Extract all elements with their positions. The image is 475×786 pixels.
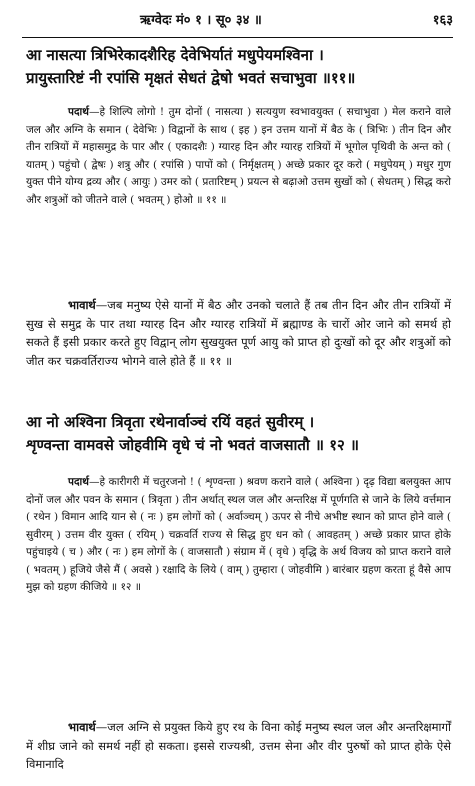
mantra-12-line-1: आ नो अश्विना त्रिवृता रथेनार्वाञ्चं रयिं वहतं सुवीरम् ।	[26, 413, 315, 431]
padartha-12-text: —हे कारीगरी में चतुरजनो ! ( शृण्वन्ता ) श्रवण कराने वाले ( अश्विना ) दृढ़ विद्या बलयुक्त आप दोनों जल और पवन के समान ( त्रिवृता ) तीन अर्थात् स्थल जल और अन्तरिक्ष में पूर्णगति से जाने के लिये वर्त्तमान ( रथेन ) विमान आदि यान से ( नः ) हम लोगों को ( अर्वाञ्चम् ) ऊपर से नीचे अभीष्ट स्थान को प्राप्त होने वाले ( सुवीरम् ) उत्तम वीर युक्त ( रयिम् ) चक्रवर्ति राज्य से सिद्ध हुए धन को ( आवहतम् ) अच्छे प्रकार प्राप्त होके पहुंचाइये ( च ) और ( नः ) हम लोगों के ( वाजसातौ ) संग्राम में ( वृधे ) वृद्धि के अर्थ विजय को प्राप्त कराने वाले ( भवतम् ) हूजिये जैसे मैं ( अवसे ) रक्षादि के लिये ( वाम् ) तुम्हारा ( जोहवीमि ) बारंबार ग्रहण करता हूं वैसे आप मुझ को ग्रहण कीजिये ॥ १२ ॥	[26, 476, 451, 593]
mantra-11	[26, 44, 451, 90]
bhavartha-11-label: भावार्थ	[68, 298, 96, 312]
mantra-12-line-2: शृण्वन्ता वामवसे जोहवीमि वृधे चं नो भवतं वाजसातौ ॥ १२ ॥	[26, 436, 360, 454]
padartha-12	[26, 474, 451, 597]
padartha-11-text: —हे शिल्पि लोगो ! तुम दोनों ( नासत्या ) सत्ययुण स्वभावयुक्त ( सचाभुवा ) मेल कराने वाले जल और अग्नि के समान ( देवेभिः ) विद्वानों के साथ ( इह ) इन उत्तम यानों में बैठ के ( त्रिभिः ) तीन दिन और तीन रात्रियों में महासमुद्र के पार और ( एकादशैः ) ग्यारह दिन और ग्यारह रात्रियों में भूगोल पृथिवी के अन्त को ( यातम् ) पहुंचो ( द्वेषः ) शत्रु और ( रपांसि ) पापों को ( निर्मृक्षतम् ) अच्छे प्रकार दूर करो ( मधुपेयम् ) मधुर गुण युक्त पीने योग्य द्रव्य और ( आयुः ) उमर को ( प्रतारिष्टम् ) प्रयत्न से बढ़ाओ उत्तम सुखों को ( सेधतम् ) सिद्ध करो और शत्रुओं को जीतने वाले ( भवतम् ) होओ ॥ ११ ॥	[26, 106, 451, 206]
page-number: १६३	[432, 13, 453, 28]
bhavartha-12	[26, 718, 451, 774]
mantra-11-line-2: प्रायुस्तारिष्टं नी रपांसि मृक्षतं सेधतं द्वेषो भवतं सचाभुवा ॥११॥	[26, 69, 356, 87]
bhavartha-12-label: भावार्थ	[68, 720, 96, 734]
bhavartha-12-text: —जल अग्नि से प्रयुक्त किये हुए रथ के विना कोई मनुष्य स्थल जल और अन्तरिक्षमार्गों में शीघ्र जाने को समर्थ नहीं हो सकता। इससे राज्यश्री, उत्तम सेना और वीर पुरुषों को प्राप्त होके ऐसे विमानादि	[26, 720, 451, 771]
bhavartha-11-text: —जब मनुष्य ऐसे यानों में बैठ और उनको चलाते हैं तब तीन दिन और तीन रात्रियों में सुख से समुद्र के पार तथा ग्यारह दिन और ग्यारह रात्रियों में ब्रह्माण्ड के चारों ओर जाने को समर्थ हो सकते हैं इसी प्रकार करते हुए विद्वान् लोग सुखयुक्त पूर्ण आयु को प्राप्त हो दुःखों को दूर और शत्रुओं को जीत कर चक्रवर्तिराज्य भोगने वाले होते हैं ॥ ११ ॥	[26, 298, 451, 368]
mantra-12	[26, 411, 451, 457]
bhavartha-11	[26, 296, 451, 370]
header-title: ऋग्वेदः मं० १ । सू० ३४ ॥	[140, 13, 262, 28]
padartha-12-label: पदार्थ	[68, 476, 89, 488]
header-rule	[22, 37, 453, 38]
padartha-11	[26, 104, 451, 209]
mantra-11-line-1: आ नासत्या त्रिभिरेकादशैरिह देवेभिर्यातं मधुपेयमश्विना ।	[26, 46, 324, 64]
padartha-11-label: पदार्थ	[68, 106, 89, 118]
page-header	[0, 10, 475, 34]
